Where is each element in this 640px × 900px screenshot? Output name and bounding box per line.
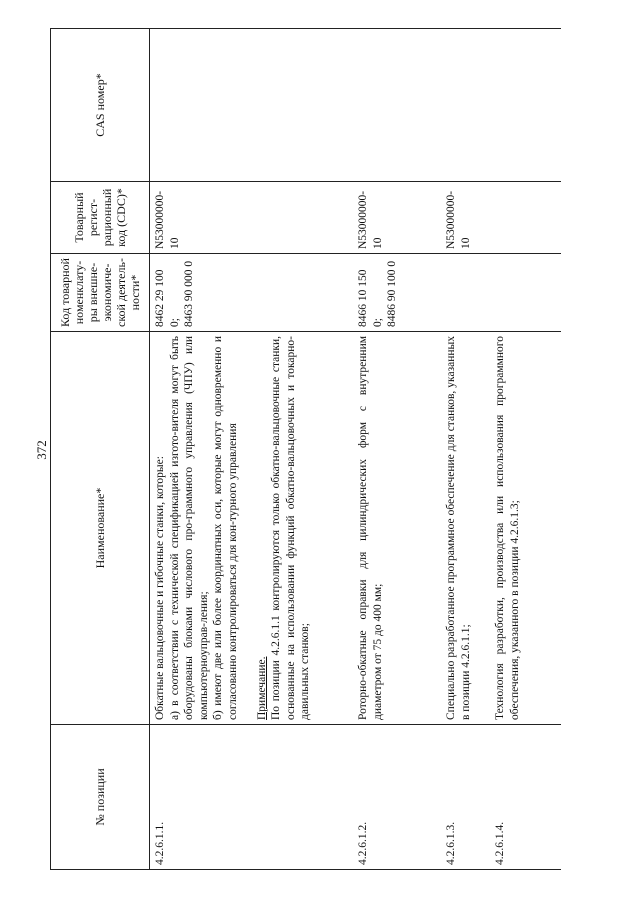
table-row (441, 29, 490, 870)
table-header-row (51, 29, 150, 870)
cdc-cell: N53000000-10 (353, 182, 441, 254)
name-text: а) в соответствии с технической спецификацией изгото-вителя могут быть оборудованы блоками числового про-граммного управления (ЧПУ) или компьютерноуправ-ления; (168, 336, 210, 720)
name-cell: Технология разработки, производства или использования программного обеспечения, указанного в позиции 4.2.6.1.3; (490, 332, 561, 725)
name-cell: Специально разработанное программное обеспечение для станков, указанных в позиции 4.2.6.1.1; (441, 332, 490, 725)
name-text: Обкатные вальцовочные и гибочные станки, которые: (154, 456, 166, 720)
col-header-cdc: Товарный регист-рационный код (CDC)* (51, 182, 150, 254)
position-cell: 4.2.6.1.2. (353, 725, 441, 870)
col-header-cas: CAS номер* (51, 29, 150, 182)
cdc-cell: N53000000-10 (150, 182, 354, 254)
page-number: 372 (34, 440, 49, 460)
note-text: По позиции 4.2.6.1.1 контролируются только обкатно-вальцовочные станки, основанные на использовании функций обкатно-вальцовочных и токарно-давильных станков; (270, 336, 312, 720)
table-row (490, 29, 561, 870)
col-header-position: № позиции (51, 725, 150, 870)
note-title: Примечание. (255, 656, 268, 720)
tnved-cell (353, 254, 441, 332)
cas-cell (490, 29, 561, 182)
cas-cell (441, 29, 490, 182)
tnved-code: 8463 90 000 0 (183, 260, 196, 327)
name-cell: Роторно-обкатные оправки для цилиндрических форм с внутренним диаметром от 75 до 400 мм; (353, 332, 441, 725)
name-cell (150, 332, 354, 725)
table-row (353, 29, 441, 870)
cdc-cell (490, 182, 561, 254)
cdc-cell: N53000000-10 (441, 182, 490, 254)
tnved-code: 8486 90 100 0 (386, 260, 399, 327)
position-cell: 4.2.6.1.3. (441, 725, 490, 870)
tnved-cell (490, 254, 561, 332)
control-list-table (50, 28, 561, 870)
position-cell: 4.2.6.1.4. (490, 725, 561, 870)
col-header-tnved: Код товарной номенклату-ры внешне-экономиче-ской деятель-ности* (51, 254, 150, 332)
position-cell: 4.2.6.1.1. (150, 725, 354, 870)
tnved-cell (150, 254, 354, 332)
table-row (150, 29, 354, 870)
cas-cell (150, 29, 354, 182)
col-header-name: Наименование* (51, 332, 150, 725)
tnved-code: 8462 29 100 0; (154, 269, 181, 327)
tnved-cell (441, 254, 490, 332)
cas-cell (353, 29, 441, 182)
name-text: б) имеют две или более координатных оси, которые могут одновременно и согласованно контролироваться для кон-турного управления (212, 336, 239, 720)
tnved-code: 8466 10 150 0; (357, 269, 384, 327)
